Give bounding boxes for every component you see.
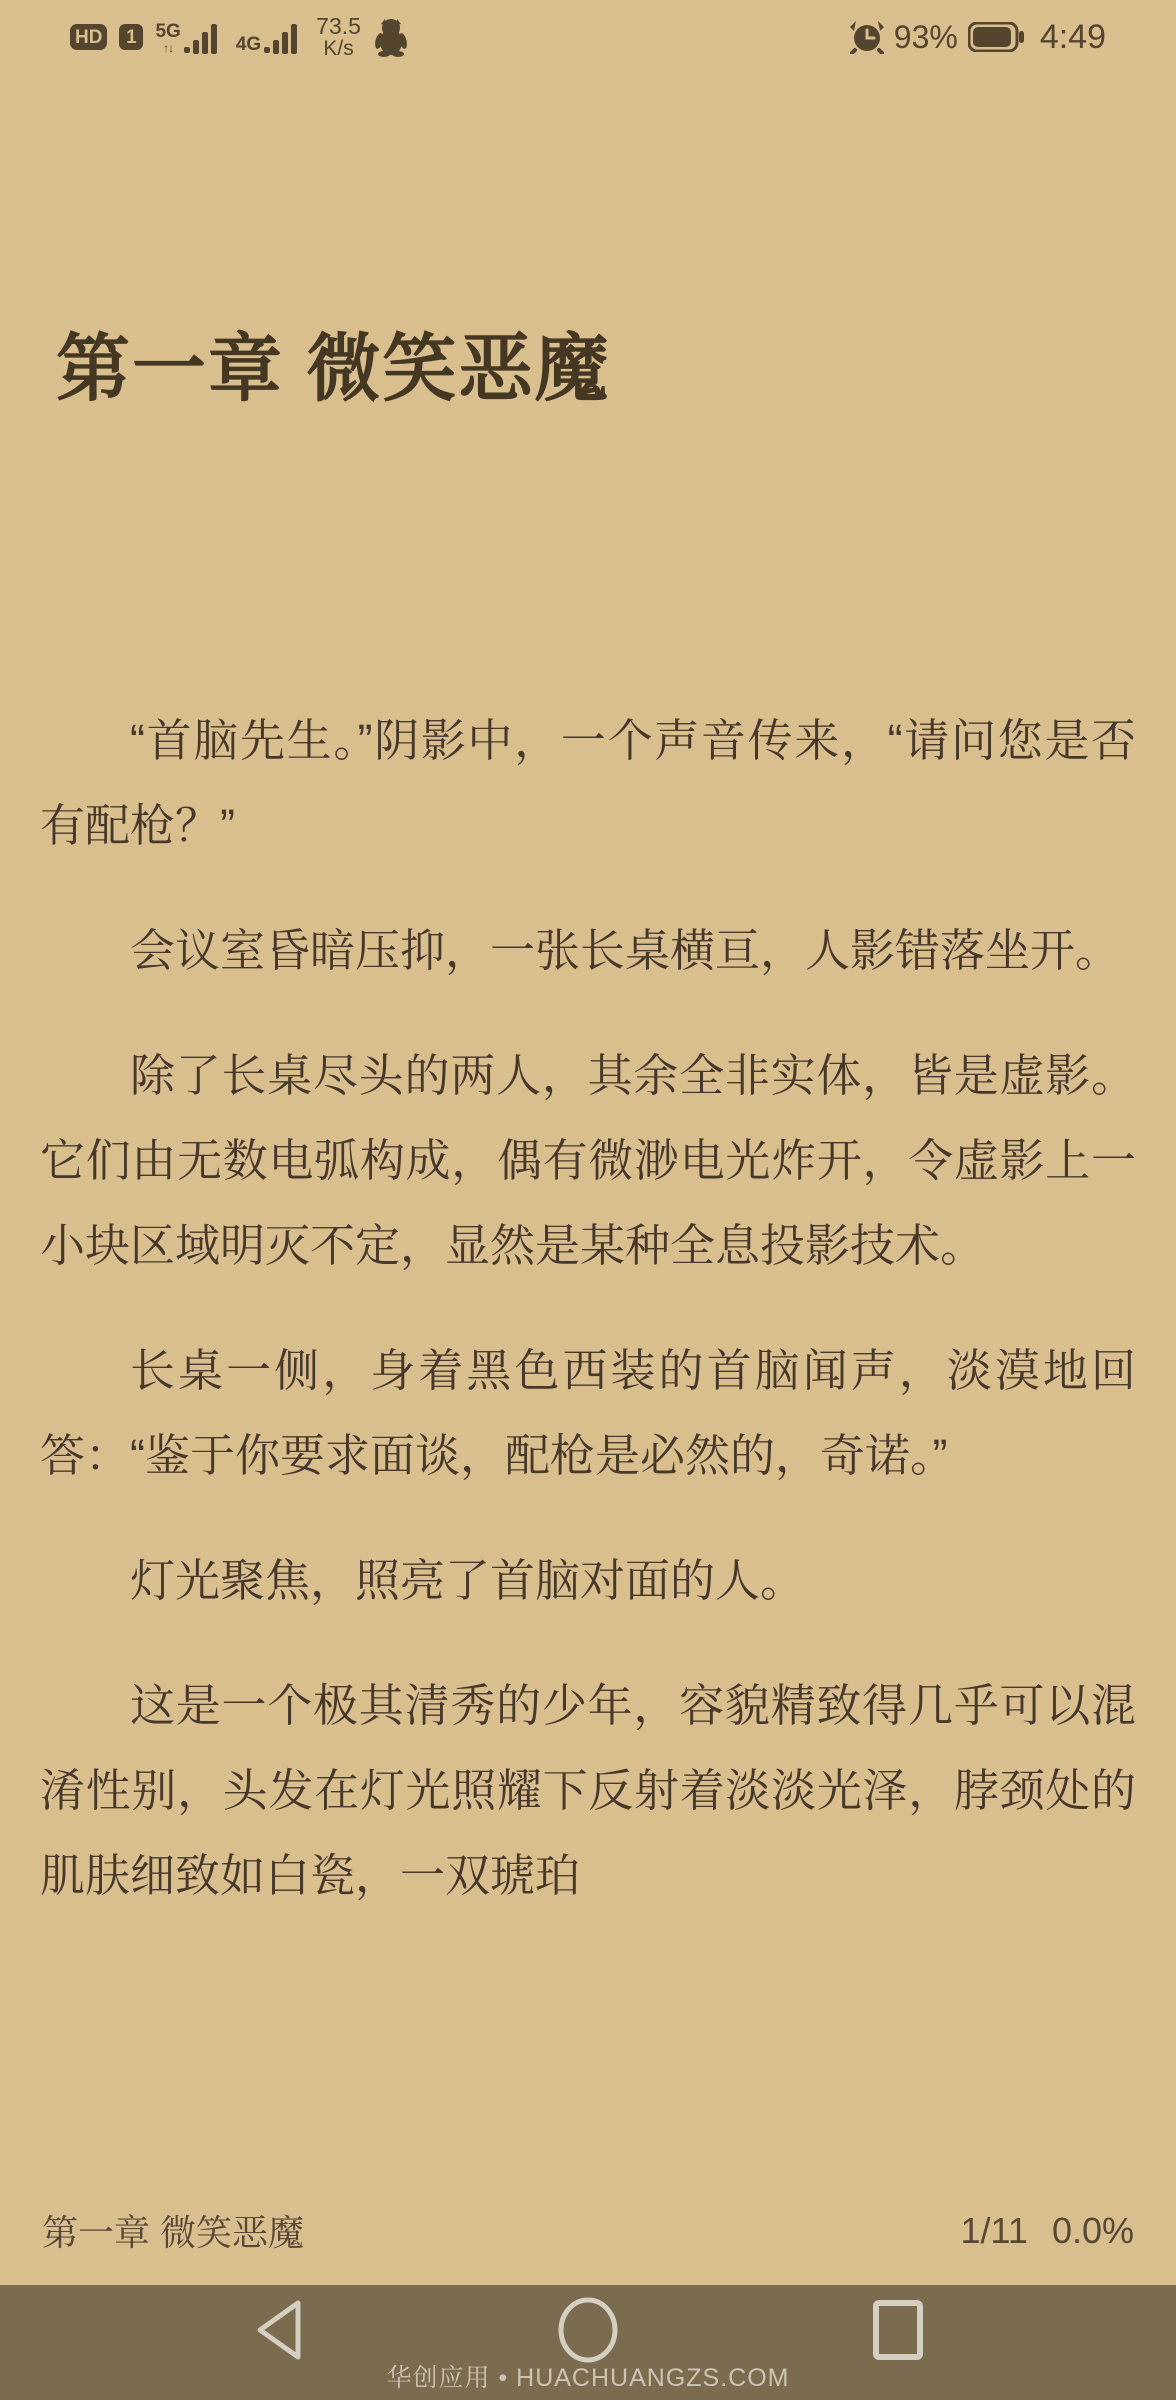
signal-4g	[236, 20, 304, 54]
network-speed	[316, 14, 361, 60]
paragraph: 灯光聚焦，照亮了首脑对面的人。	[130, 1554, 806, 1606]
status-bar-right	[850, 18, 1106, 57]
battery-percent: 93%	[893, 18, 958, 55]
qq-penguin-icon	[373, 17, 409, 57]
alarm-clock-icon	[850, 20, 884, 54]
reading-area[interactable]	[0, 74, 1176, 2200]
watermark-text: 华创应用 • HUACHUANGZS.COM	[386, 2364, 790, 2392]
network-speed-value: 73.5	[316, 12, 361, 39]
signal-bars-icon	[184, 20, 224, 54]
reader-footer	[42, 2205, 1134, 2256]
hd-call-icon: HD	[70, 24, 107, 50]
network-4g-label: 4G	[235, 34, 262, 55]
home-circle-icon	[555, 2297, 621, 2363]
chapter-title: 第一章 微笑恶魔	[56, 327, 611, 410]
clock-time: 4:49	[1039, 17, 1106, 56]
paragraph: 会议室昏暗压抑，一张长桌横亘，人影错落坐开。	[130, 924, 1121, 976]
page-progress	[961, 2210, 1134, 2252]
recents-square-icon	[872, 2299, 924, 2361]
paragraph: 长桌一侧，身着黑色西装的首脑闻声，淡漠地回答：“鉴于你要求面谈，配枪是必然的，奇诺。”	[40, 1344, 1136, 1481]
progress-percent: 0.0%	[1051, 2209, 1134, 2251]
battery-icon	[968, 22, 1024, 52]
sim1-icon: 1	[119, 24, 143, 50]
paragraph: “首脑先生。”阴影中，一个声音传来，“请问您是否有配枪？”	[40, 714, 1136, 851]
paragraph: 这是一个极其清秀的少年，容貌精致得几乎可以混淆性别，头发在灯光照耀下反射着淡淡光泽，脖颈处的肌肤细致如白瓷，一双琥珀	[40, 1679, 1136, 1901]
network-speed-unit: K/s	[323, 37, 354, 61]
chapter-body	[0, 698, 1176, 2168]
status-bar	[0, 0, 1176, 74]
paragraph: 除了长桌尽头的两人，其余全非实体，皆是虚影。它们由无数电弧构成，偶有微渺电光炸开，令虚影上一小块区域明灭不定，显然是某种全息投影技术。	[40, 1049, 1136, 1271]
status-bar-left	[70, 14, 409, 60]
network-5g-label: 5G	[155, 21, 181, 42]
data-arrows-icon: ↑↓	[163, 41, 174, 55]
signal-5g	[155, 20, 223, 54]
footer-chapter-label: 第一章 微笑恶魔	[42, 2212, 305, 2253]
android-nav-bar	[0, 2285, 1176, 2400]
page-indicator: 1/11	[960, 2209, 1028, 2251]
signal-bars-icon	[264, 20, 304, 54]
back-triangle-icon	[252, 2299, 304, 2361]
